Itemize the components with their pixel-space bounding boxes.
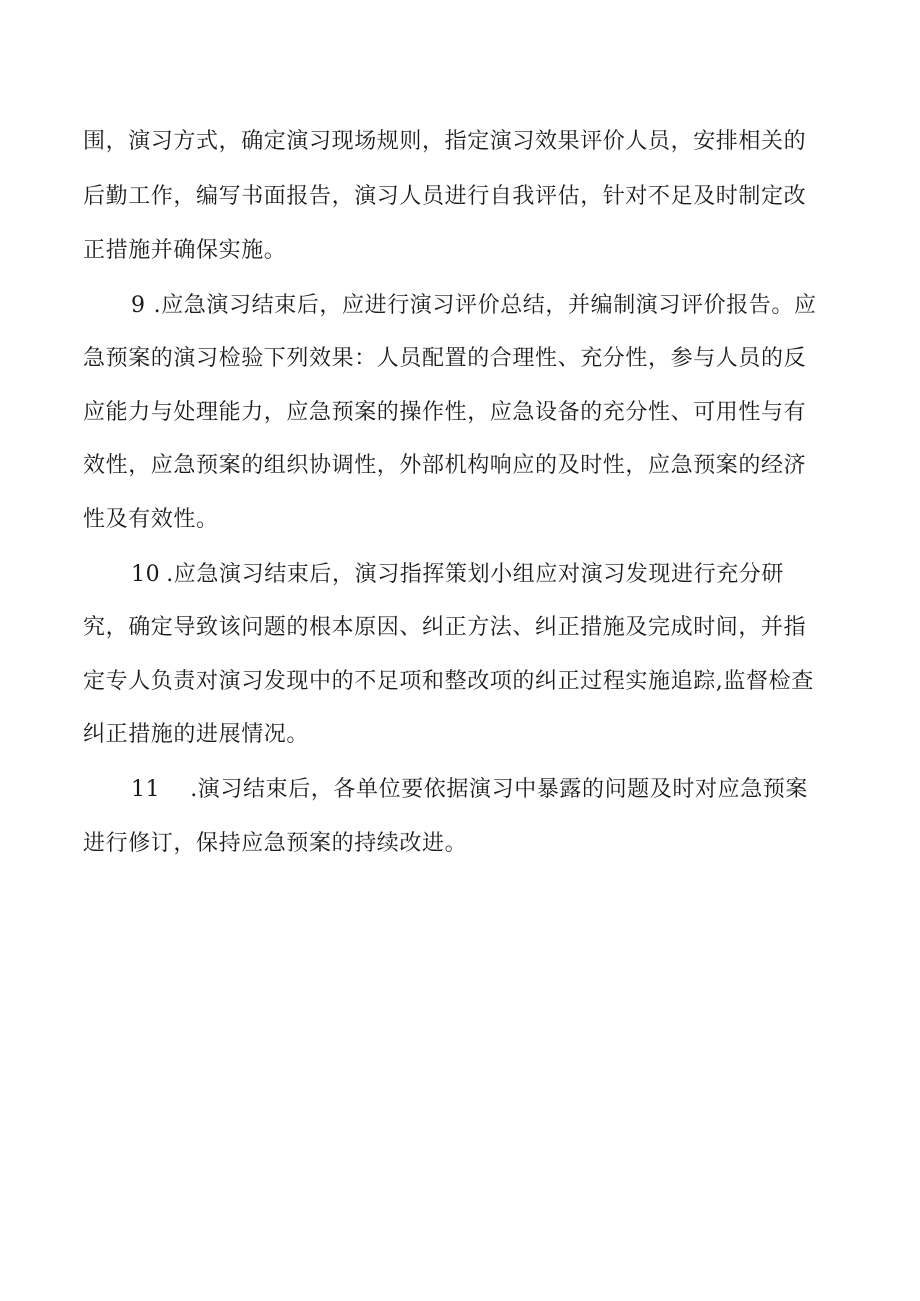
paragraph-9-line-4: 效性，应急预案的组织协调性，外部机构响应的及时性，应急预案的经济: [83, 453, 807, 478]
paragraph-10-number: 10: [131, 562, 161, 587]
paragraph-1-line-3: 正措施并确保实施。: [83, 238, 287, 263]
paragraph-11-line-1: [131, 776, 808, 804]
paragraph-9-number: 9: [131, 293, 146, 318]
paragraph-10-text: .应急演习结束后，演习指挥策划小组应对演习发现进行充分研: [166, 562, 784, 587]
paragraph-9-line-1: [131, 292, 817, 320]
paragraph-10-line-1: [131, 561, 784, 589]
paragraph-9-line-5: 性及有效性。: [83, 507, 219, 532]
paragraph-11-line-2: 进行修订，保持应急预案的持续改进。: [83, 831, 468, 856]
paragraph-9-line-3: 应能力与处理能力，应急预案的操作性，应急设备的充分性、可用性与有: [83, 400, 807, 425]
paragraph-9-text: .应急演习结束后，应进行演习评价总结，并编制演习评价报告。应: [153, 293, 817, 318]
paragraph-1-line-1: 围，演习方式，确定演习现场规则，指定演习效果评价人员，安排相关的: [83, 129, 807, 154]
paragraph-10-line-4: 纠正措施的进展情况。: [83, 722, 310, 747]
paragraph-11-text: .演习结束后，各单位要依据演习中暴露的问题及时对应急预案: [190, 777, 808, 802]
paragraph-10-line-3: 定专人负责对演习发现中的不足项和整改项的纠正过程实施追踪,监督检查: [83, 669, 814, 694]
paragraph-11-number: 11: [131, 777, 161, 802]
paragraph-10-line-2: 究，确定导致该问题的根本原因、纠正方法、纠正措施及完成时间，并指: [83, 615, 807, 640]
paragraph-1-line-2: 后勤工作，编写书面报告，演习人员进行自我评估，针对不足及时制定改: [83, 184, 807, 209]
paragraph-9-line-2: 急预案的演习检验下列效果：人员配置的合理性、充分性，参与人员的反: [83, 346, 807, 371]
